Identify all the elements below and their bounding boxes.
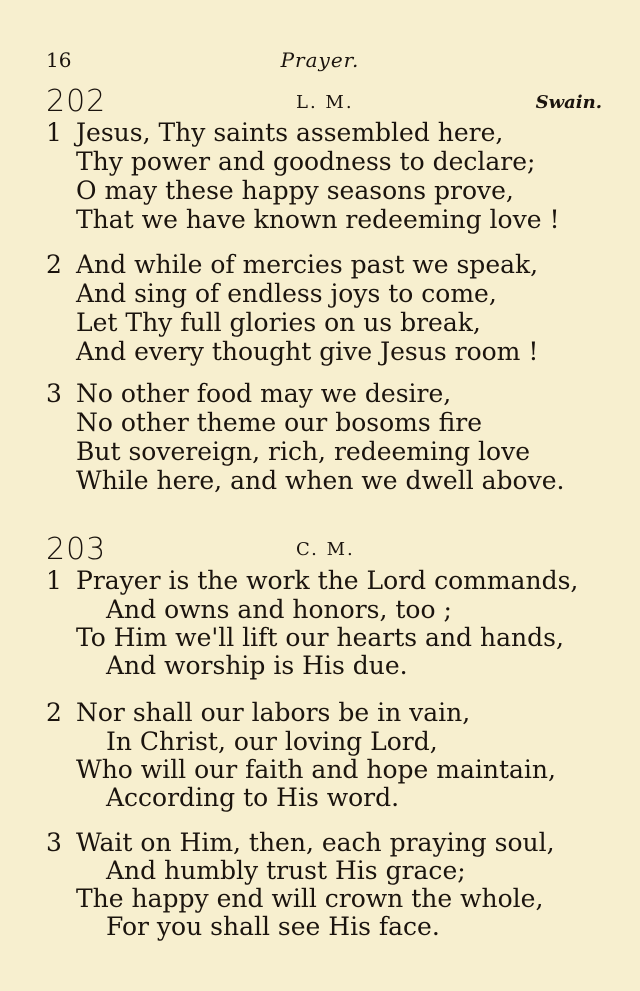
stanza-number: 1 — [46, 118, 62, 147]
verse-line: And sing of endless joys to come, — [76, 279, 497, 308]
verse-line: And worship is His due. — [106, 651, 408, 680]
verse-line: While here, and when we dwell above. — [76, 466, 565, 495]
hymn-meter: C. M. — [296, 539, 355, 560]
page-number: 16 — [46, 48, 72, 72]
verse-line: No other food may we desire, — [76, 379, 452, 408]
running-head: Prayer. — [280, 48, 360, 72]
verse-line: Who will our faith and hope maintain, — [76, 755, 556, 784]
verse-line: Wait on Him, then, each praying soul, — [76, 828, 555, 857]
verse-line: Jesus, Thy saints assembled here, — [76, 118, 504, 147]
hymn-number: 203 — [46, 532, 107, 567]
verse-line: The happy end will crown the whole, — [76, 884, 544, 913]
stanza-number: 3 — [46, 828, 62, 857]
verse-line: Let Thy full glories on us break, — [76, 308, 481, 337]
verse-line: O may these happy seasons prove, — [76, 176, 514, 205]
verse-line: And owns and honors, too ; — [106, 595, 452, 624]
verse-line: But sovereign, rich, redeeming love — [76, 437, 531, 466]
stanza-number: 2 — [46, 250, 62, 279]
verse-line: And while of mercies past we speak, — [76, 250, 539, 279]
hymn-number: 202 — [46, 84, 107, 119]
verse-line: That we have known redeeming love ! — [76, 205, 560, 234]
verse-line: Prayer is the work the Lord commands, — [76, 566, 579, 595]
verse-line: No other theme our bosoms fire — [76, 408, 483, 437]
verse-line: To Him we'll lift our hearts and hands, — [76, 623, 564, 652]
verse-line: And humbly trust His grace; — [106, 856, 466, 885]
verse-line: Thy power and goodness to declare; — [76, 147, 536, 176]
verse-line: In Christ, our loving Lord, — [106, 727, 438, 756]
hymn-tune: Swain. — [535, 92, 602, 113]
stanza-number: 1 — [46, 566, 62, 595]
stanza-number: 3 — [46, 379, 62, 408]
hymn-meter: L. M. — [296, 92, 354, 113]
stanza-number: 2 — [46, 698, 62, 727]
verse-line: Nor shall our labors be in vain, — [76, 698, 471, 727]
verse-line: For you shall see His face. — [106, 912, 440, 941]
verse-line: And every thought give Jesus room ! — [76, 337, 539, 366]
verse-line: According to His word. — [106, 783, 400, 812]
